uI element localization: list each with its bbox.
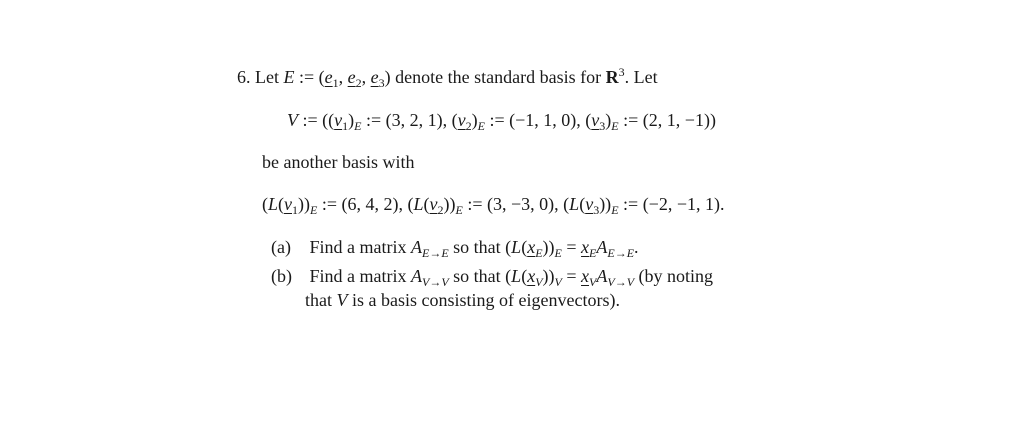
part-b-text: Find a matrix [309,266,407,286]
Lv2-vector: (3, −3, 0) [487,194,555,214]
paren: ( [318,67,325,87]
assign-op: := [623,194,639,214]
symbol-e: e [370,67,379,87]
subscript-V-to-V: V→V [607,275,635,289]
subscript-E: E [354,119,362,133]
assign-op: := [489,110,505,130]
part-b-continuation [305,289,620,311]
comma: , [338,67,344,87]
part-a-label: (a) [271,237,291,257]
subscript: 2 [437,203,444,217]
subscript-E: E [554,246,562,260]
comma: , [398,194,404,214]
subscript-V: V [554,275,562,289]
subscript-E: E [455,203,463,217]
subscript-E: E [535,246,543,260]
symbol-x: x [581,266,590,286]
part-b-text: (by noting [638,266,714,286]
part-b-label: (b) [271,266,292,286]
Lv3-vector: (−2, −1, 1). [642,194,725,214]
assign-op: := [623,110,639,130]
subscript-E: E [310,203,318,217]
subscript-E: E [477,119,485,133]
symbol-L: L [413,194,424,214]
symbol-A: A [411,266,422,286]
comma: , [576,110,581,130]
part-a-text: so that [453,237,501,257]
subscript-E-to-E: E→E [607,246,635,260]
part-a: (a) Find a matrix $A_{E\to E}$ so that $(L(x_E))_E = x_EA_{E\to E}$. [271,237,639,260]
assign-op: := [302,110,318,130]
symbol-v: v [591,110,600,130]
part-a-text: Find a matrix [309,237,407,257]
subscript-E: E [589,246,597,260]
subscript: 1 [292,203,299,217]
intro-text: denote the standard basis for [395,67,602,87]
Lv1-vector: (6, 4, 2) [341,194,399,214]
symbol-v: v [429,194,438,214]
comma: , [361,67,367,87]
assign-op: := [321,194,338,214]
basis-V-definition: V := ($(v_1)_E$ := (3, 2, 1), $(v_2)_E$ := (−1, 1, 0), $(v_3)_E$ := (2, 1, −1)) [287,110,716,133]
comma: , [554,194,559,214]
L-images-line: $(L(v_1))_E$ := (6, 4, 2), $(L(v_2))_E$ := (3, −3, 0), $(L(v_3))_E$ := (−2, −1, 1). [262,194,725,217]
subscript: 2 [465,119,472,133]
symbol-x: x [527,266,536,286]
subscript: 3 [378,76,385,90]
symbol-x: x [527,237,536,257]
part-b: (b) Find a matrix $A_{V\to V}$ so that $(L(x_V))_V = x_VA_{V\to V}$ (by noting [271,266,714,289]
subscript-E-to-E: E→E [422,246,449,260]
subscript: 3 [599,119,606,133]
symbol-E: E [283,67,295,87]
symbol-L: L [511,266,522,286]
symbol-e: e [324,67,333,87]
subscript: 1 [332,76,339,90]
symbol-A: A [596,237,608,257]
problem-intro-line [237,66,658,88]
part-b-text: is a basis consisting of eigenvectors). [352,290,620,310]
symbol-v: v [457,110,466,130]
symbol-e: e [347,67,356,87]
symbol-x: x [581,237,590,257]
part-b-text: that [305,290,332,310]
comma: , [442,110,448,130]
subscript: 1 [342,119,349,133]
paren: ) [384,67,391,87]
subscript-E: E [611,203,619,217]
subscript-V-to-V: V→V [422,275,449,289]
symbol-v: v [334,110,343,130]
symbol-V: V [287,110,298,130]
subscript: 2 [355,76,362,90]
v2-vector: (−1, 1, 0) [509,110,577,130]
symbol-v: v [284,194,293,214]
symbol-V: V [336,290,348,310]
intro-let: Let [255,67,279,87]
assign-op: := [366,110,382,130]
intro-let-2: . Let [624,67,658,87]
assign-op: := [299,67,315,87]
symbol-L: L [511,237,522,257]
part-b-text: so that [453,266,501,286]
symbol-A: A [596,266,608,286]
problem-number: 6. [237,67,251,87]
subscript-V: V [535,275,543,289]
symbol-v: v [585,194,594,214]
subscript: 3 [593,203,600,217]
superscript: 3 [618,65,625,79]
v3-vector: (2, 1, −1) [642,110,710,130]
subscript-E: E [611,119,619,133]
symbol-R: R [605,67,619,87]
v1-vector: (3, 2, 1) [385,110,443,130]
symbol-A: A [411,237,422,257]
symbol-L: L [268,194,279,214]
another-basis-line: be another basis with [262,152,415,172]
assign-op: := [467,194,483,214]
subscript-V: V [589,275,597,289]
symbol-L: L [569,194,580,214]
